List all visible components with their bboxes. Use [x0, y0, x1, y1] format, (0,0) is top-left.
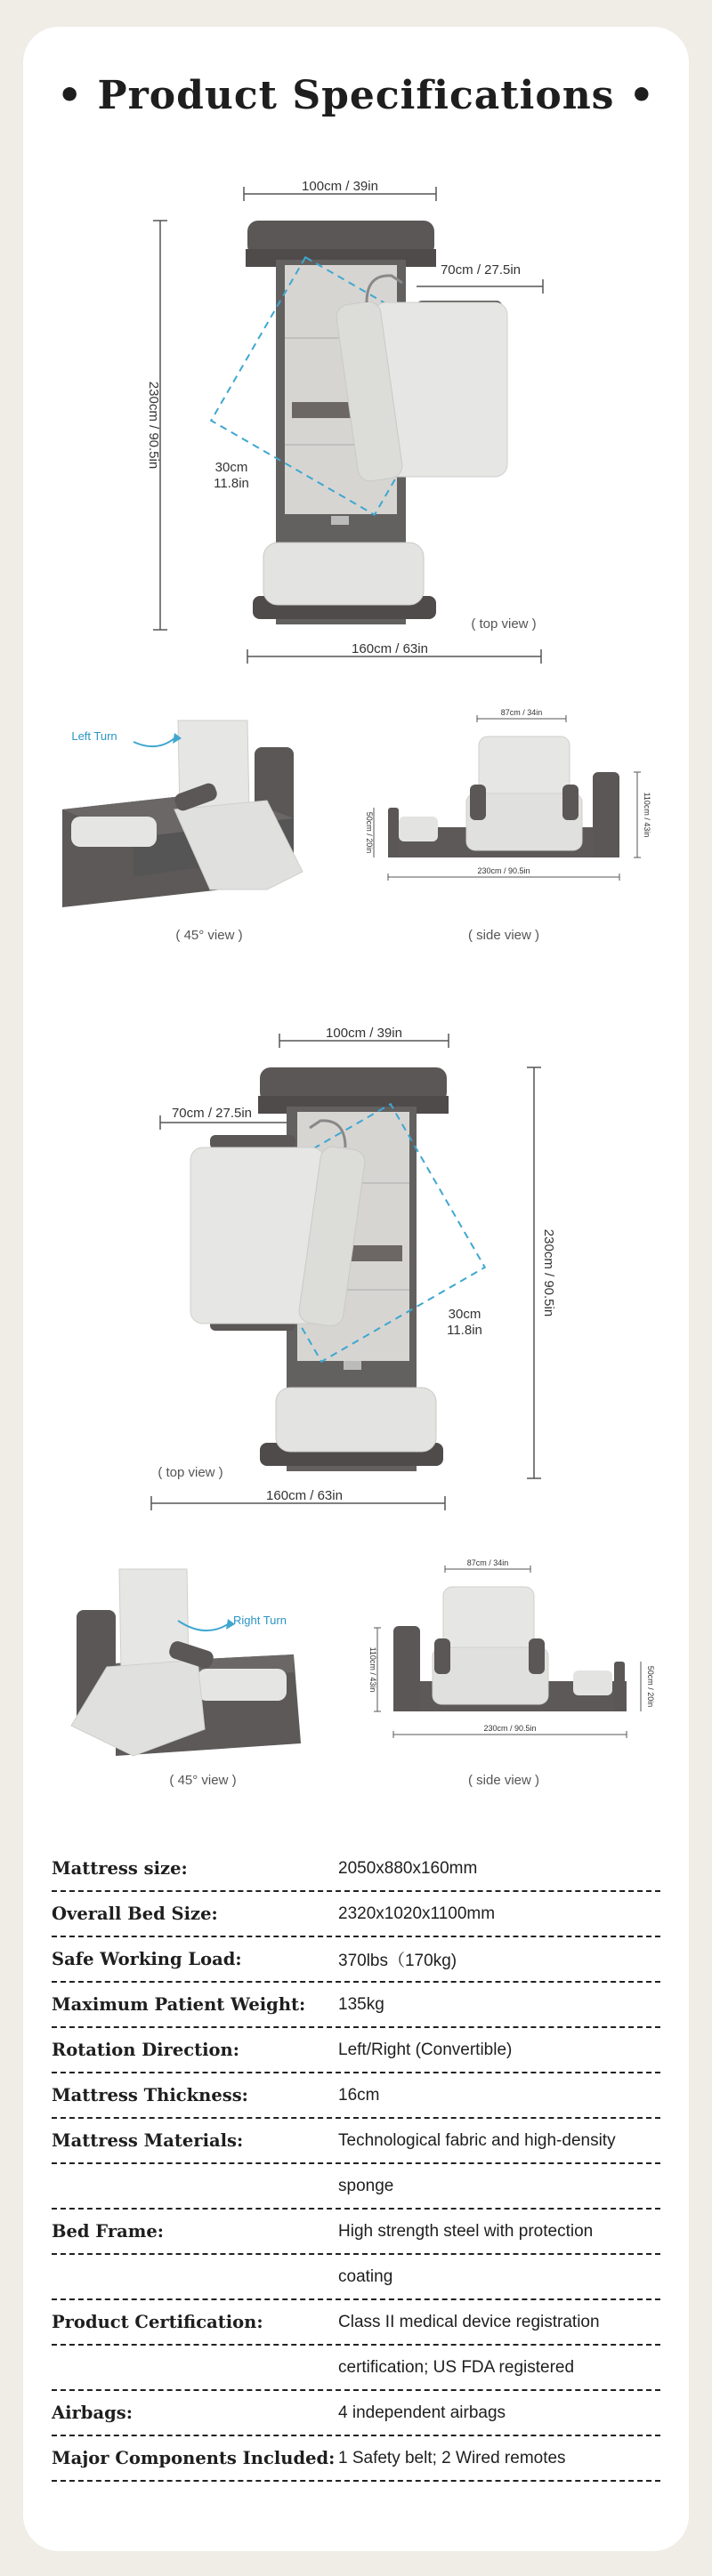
side-left-dim-right: 110cm / 43in [368, 1646, 377, 1693]
page-title: • Product Specifications • [57, 73, 655, 118]
spec-value: 16cm [338, 2085, 380, 2105]
spec-value: 2320x1020x1100mm [338, 1904, 496, 1923]
spec-value-continued: coating [338, 2266, 393, 2286]
views-row-right [0, 1557, 712, 1806]
spec-value: 1 Safety belt; 2 Wired remotes [338, 2448, 566, 2467]
side-top-dim-left: 87cm / 34in [500, 708, 543, 717]
side-top-dim-right: 87cm / 34in [466, 1558, 509, 1567]
side-right-dim-right: 50cm / 20in [646, 1665, 655, 1708]
side-bottom-dim-left: 230cm / 90.5in [477, 866, 530, 875]
spec-row [52, 2073, 660, 2119]
spec-row [52, 2391, 660, 2436]
side-view-caption-right: ( side view ) [467, 1773, 540, 1788]
spec-label: Mattress Materials: [52, 2130, 244, 2151]
spec-value: 4 independent airbags [338, 2403, 506, 2422]
spec-label: Bed Frame: [52, 2221, 164, 2242]
spec-label: Mattress Thickness: [52, 2085, 248, 2105]
arm-label-right: 70cm / 27.5in [171, 1106, 253, 1121]
seat-height-cm: 30cm [214, 460, 248, 475]
side-view-left [365, 708, 651, 881]
spec-row [52, 2028, 660, 2073]
spec-label: Safe Working Load: [52, 1949, 242, 1969]
top-view-caption-right: ( top view ) [158, 1465, 223, 1480]
turn-direction-label-left: Left Turn [71, 729, 117, 743]
spec-row-continued [52, 2255, 660, 2300]
spec-value-continued: sponge [338, 2176, 394, 2195]
angled-view-left [62, 720, 303, 907]
spec-row [52, 1937, 660, 1983]
top-view-diagram-right [0, 1023, 712, 1521]
width-top-label-right: 100cm / 39in [326, 1026, 402, 1041]
width-top-label: 100cm / 39in [302, 179, 378, 194]
angled-view-caption-left: ( 45° view ) [175, 928, 243, 943]
width-bottom-label-right: 160cm / 63in [266, 1488, 343, 1503]
spec-row [52, 2300, 660, 2346]
spec-value-continued: certification; US FDA registered [338, 2357, 575, 2377]
spec-value: 2050x880x160mm [338, 1858, 478, 1878]
spec-label: Rotation Direction: [52, 2040, 239, 2060]
side-right-dim-left: 110cm / 43in [643, 792, 651, 838]
spec-label: Mattress size: [52, 1858, 188, 1879]
spec-row [52, 1847, 660, 1892]
spec-value: 135kg [338, 1994, 384, 2014]
side-view-caption-left: ( side view ) [467, 928, 540, 943]
spec-value: 370lbs（170kg) [338, 1952, 457, 1970]
spec-row-continued [52, 2346, 660, 2391]
side-view-right [368, 1558, 655, 1738]
spec-label: Overall Bed Size: [52, 1904, 218, 1924]
spec-row [52, 2119, 660, 2164]
angled-view-right [71, 1569, 301, 1756]
seat-height-in-right: 11.8in [447, 1323, 482, 1338]
spec-row-continued [52, 2164, 660, 2210]
views-row-left [0, 703, 712, 961]
top-view-caption: ( top view ) [471, 616, 537, 632]
turn-direction-label-right: Right Turn [233, 1614, 287, 1627]
top-view-diagram-left [0, 169, 712, 667]
spec-row [52, 2210, 660, 2255]
side-bottom-dim-right: 230cm / 90.5in [483, 1724, 537, 1733]
spec-label: Product Certification: [52, 2312, 263, 2332]
spec-label: Major Components Included: [52, 2448, 336, 2468]
length-label: 230cm / 90.5in [146, 381, 161, 470]
spec-value: High strength steel with protection [338, 2221, 594, 2241]
spec-value: Technological fabric and high-density [338, 2130, 616, 2150]
arm-label: 70cm / 27.5in [440, 262, 522, 278]
side-left-dim-left: 50cm / 20in [365, 811, 374, 854]
seat-height-in: 11.8in [214, 476, 249, 491]
spec-table [52, 1847, 660, 2482]
spec-value: Class II medical device registration [338, 2312, 600, 2331]
spec-label: Airbags: [52, 2403, 133, 2423]
spec-value: Left/Right (Convertible) [338, 2040, 513, 2059]
seat-height-cm-right: 30cm [448, 1307, 481, 1322]
spec-row [52, 1983, 660, 2028]
spec-label: Maximum Patient Weight: [52, 1994, 306, 2015]
length-label-right: 230cm / 90.5in [541, 1228, 556, 1317]
spec-row [52, 1892, 660, 1937]
angled-view-caption-right: ( 45° view ) [169, 1773, 237, 1788]
width-bottom-label: 160cm / 63in [352, 641, 428, 656]
spec-row [52, 2436, 660, 2482]
